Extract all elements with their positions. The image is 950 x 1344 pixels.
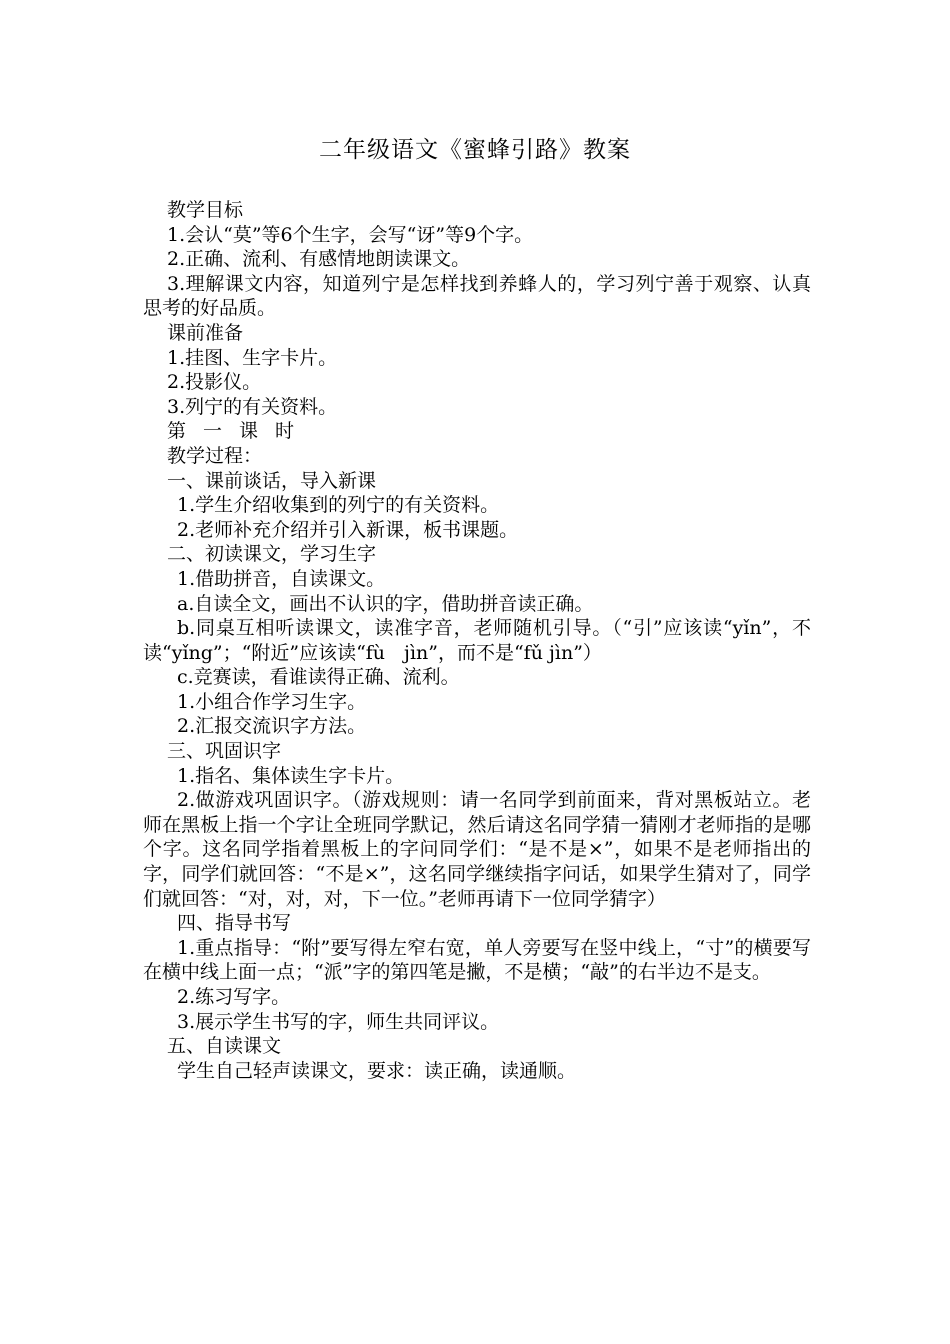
paragraph: 2.做游戏巩固识字。（游戏规则：请一名同学到前面来，背对黑板站立。老师在黑板上指一个字让全班同学默记，然后请这名同学猜一猜刚才老师指的是哪个字。这名同学指着黑板上的字问同学们：“是不是×”，如果不是老师指出的字，同学们就回答：“不是×”，这名同学继续指字问话，如果学生猜对了，同学们就回答：“对，对，对，下一位。”老师再请下一位同学猜字） xyxy=(143,789,811,910)
paragraph: 3.理解课文内容，知道列宁是怎样找到养蜂人的，学习列宁善于观察、认真思考的好品质。 xyxy=(143,272,811,320)
paragraph: 3.列宁的有关资料。 xyxy=(167,395,338,418)
paragraph: 2.正确、流利、有感情地朗读课文。 xyxy=(167,248,471,271)
paragraph: b.同桌互相听读课文，读准字音，老师随机引导。（“引”应该读“yǐn”，不读“yǐng”；“附近”应该读“fù jìn”，而不是“fǔ jìn”） xyxy=(143,617,811,664)
paragraph: 学生自己轻声读课文，要求：读正确，读通顺。 xyxy=(177,1059,577,1082)
document-title: 二年级语文《蜜蜂引路》教案 xyxy=(319,137,631,163)
paragraph: 3.展示学生书写的字，师生共同评议。 xyxy=(177,1010,500,1033)
paragraph: 1.指名、集体读生字卡片。 xyxy=(177,764,405,787)
paragraph: 1.学生介绍收集到的列宁的有关资料。 xyxy=(177,494,500,517)
paragraph: 2.投影仪。 xyxy=(167,371,262,394)
section-heading: 四、指导书写 xyxy=(177,912,292,935)
paragraph: 2.汇报交流识字方法。 xyxy=(177,715,367,738)
section-heading: 三、巩固识字 xyxy=(167,740,282,763)
lesson-heading: 第一课时 xyxy=(167,420,312,443)
paragraph: a.自读全文，画出不认识的字，借助拼音读正确。 xyxy=(177,592,594,615)
paragraph: 2.练习写字。 xyxy=(177,986,291,1008)
paragraph: 1.会认“莫”等6个生字，会写“讶”等9个字。 xyxy=(167,223,534,246)
section-heading: 课前准备 xyxy=(167,321,244,344)
paragraph: 1.重点指导：“附”要写得左窄右宽，单人旁要写在竖中线上，“寸”的横要写在横中线上面一点；“派”字的第四笔是撇，不是横；“敲”的右半边不是支。 xyxy=(143,936,811,984)
section-heading: 教学过程： xyxy=(167,444,263,467)
section-heading: 五、自读课文 xyxy=(167,1035,282,1058)
paragraph: 1.小组合作学习生字。 xyxy=(177,690,367,713)
section-heading: 二、初读课文，学习生字 xyxy=(167,543,377,566)
paragraph: 1.借助拼音，自读课文。 xyxy=(177,567,386,590)
paragraph: 2.老师补充介绍并引入新课，板书课题。 xyxy=(177,518,519,541)
section-heading: 教学目标 xyxy=(167,199,244,221)
document-body xyxy=(143,198,811,1083)
paragraph: c.竞赛读，看谁读得正确、流利。 xyxy=(177,666,460,689)
section-heading: 一、课前谈话，导入新课 xyxy=(167,469,377,492)
paragraph: 1.挂图、生字卡片。 xyxy=(167,346,338,369)
